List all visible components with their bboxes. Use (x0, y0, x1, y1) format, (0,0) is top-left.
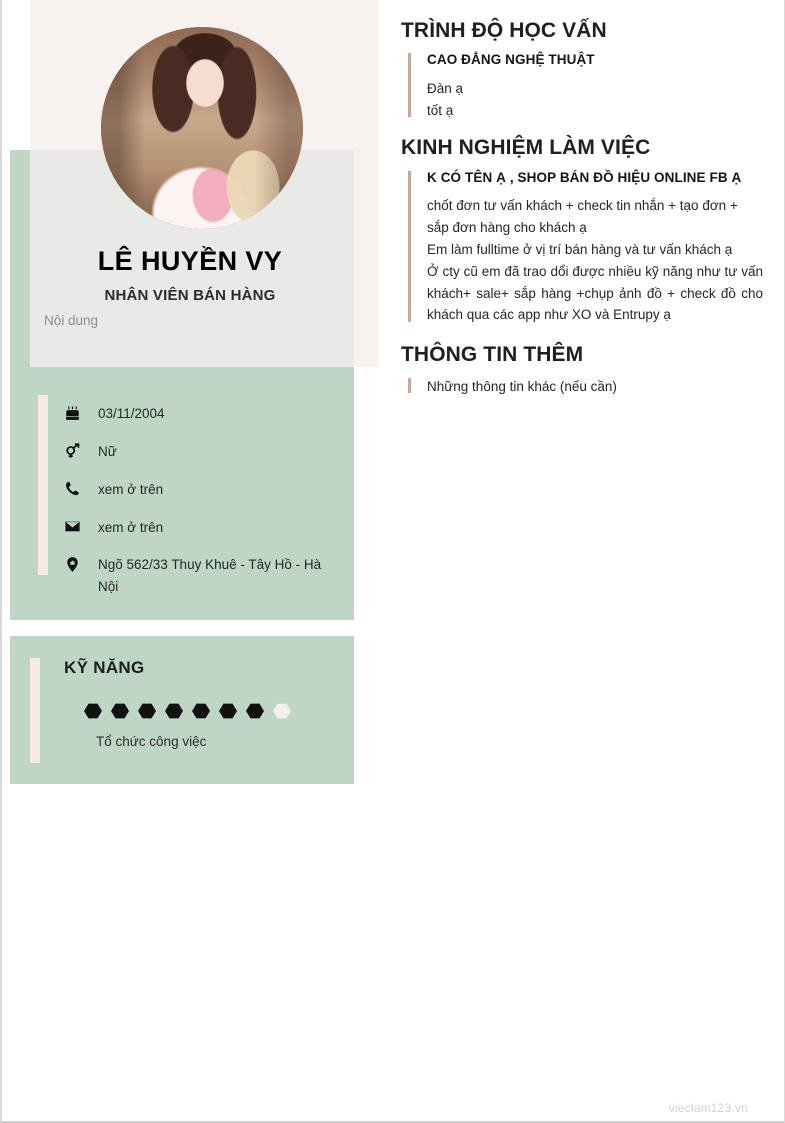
education-line: Đàn ạ (427, 80, 464, 96)
hex-filled (165, 703, 183, 719)
envelope-icon (64, 516, 86, 537)
section-accent-bar (408, 378, 411, 394)
gender-icon (64, 440, 86, 461)
portrait-photo (101, 27, 303, 229)
contact-value: Ngõ 562/33 Thuy Khuê - Tây Hồ - Hà Nội (98, 557, 322, 595)
section-body (401, 376, 763, 398)
hex-filled (246, 703, 264, 719)
candidate-role: NHÂN VIÊN BÁN HÀNG (104, 286, 276, 304)
section-title: KINH NGHIỆM LÀM VIỆC (401, 136, 651, 160)
section-additional-info (401, 342, 763, 397)
skill-rating (84, 703, 291, 719)
contact-item-phone (64, 478, 334, 501)
section-title: THÔNG TIN THÊM (401, 343, 584, 367)
name-block (30, 246, 350, 328)
contact-item-email (64, 516, 334, 539)
hex-filled (111, 703, 129, 719)
photo-band-extension (354, 150, 379, 367)
section-accent-bar (408, 53, 411, 117)
skills-panel (10, 636, 354, 784)
contact-list (64, 402, 334, 613)
avatar (101, 27, 303, 229)
site-watermark: vieclam123.vn (668, 1101, 748, 1115)
section-title: TRÌNH ĐỘ HỌC VẤN (401, 19, 607, 42)
contact-item-gender (64, 440, 334, 463)
hex-filled (84, 703, 102, 719)
section-body (401, 51, 763, 121)
contact-item-birthday (64, 402, 334, 425)
experience-entry-title: K CÓ TÊN Ạ , SHOP BÁN ĐỒ HIỆU ONLINE FB Ạ (427, 169, 742, 185)
contact-panel (10, 380, 354, 620)
hex-filled (219, 703, 237, 719)
candidate-tagline: Nội dung (44, 312, 99, 328)
location-icon (64, 553, 86, 574)
contact-value: xem ở trên (98, 519, 164, 535)
hex-filled (192, 703, 210, 719)
skills-accent-bar (30, 658, 40, 763)
phone-icon (64, 478, 86, 499)
candidate-name: LÊ HUYỀN VY (97, 246, 283, 276)
hex-filled (138, 703, 156, 719)
experience-paragraph: chốt đơn tư vấn khách + check tin nhắn + tạo đơn + sắp đơn hàng cho khách ạ (427, 198, 738, 236)
education-line: tốt ạ (427, 102, 454, 118)
contact-value: 03/11/2004 (98, 406, 165, 421)
contact-accent-bar (38, 395, 48, 575)
additional-line: Những thông tin khác (nếu cần) (427, 378, 617, 394)
contact-value: Nữ (98, 443, 117, 459)
main-content (401, 18, 763, 399)
contact-value: xem ở trên (98, 481, 164, 497)
contact-item-address (64, 553, 334, 598)
cake-icon (64, 402, 86, 423)
education-entry-title: CAO ĐẲNG NGHỆ THUẬT (427, 52, 595, 68)
section-body (401, 169, 763, 327)
experience-paragraph: Ở cty cũ em đã trao dổi được nhiều kỹ năng như tư vấn khách+ sale+ sắp hàng +chụp ảnh đồ + check đồ cho khách qua các app như XO và Entrupy ạ (427, 263, 763, 323)
section-education (401, 18, 763, 121)
hex-empty (273, 703, 291, 719)
skill-label: Tổ chức công việc (96, 734, 207, 749)
section-accent-bar (408, 171, 411, 323)
skills-title: KỸ NĂNG (64, 658, 145, 677)
section-experience (401, 135, 763, 326)
experience-paragraph: Em làm fulltime ở vị trí bán hàng và tư vấn khách ạ (427, 241, 733, 257)
